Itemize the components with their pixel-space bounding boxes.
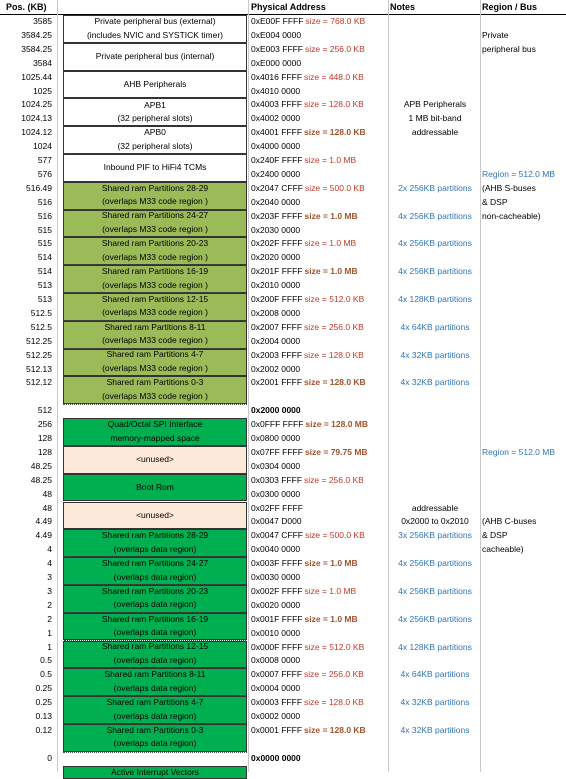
address-value: 0x07FF FFFF [251,446,303,457]
note-text: 4x 256KB partitions [398,613,472,624]
address-value: 0x4000 0000 [251,141,301,152]
memory-block [63,182,247,210]
size-label: size = 128.0 KB [304,377,366,388]
pos-value: 4 [47,544,52,555]
memory-block [63,641,247,669]
memory-block [63,265,247,293]
size-label: size = 128.0 KB [304,724,366,735]
physical-address [251,279,387,293]
pos-value: 2 [47,599,52,610]
pos-value: 4 [47,558,52,569]
address-value: 0x4002 0000 [251,113,301,124]
address-value: 0x240F FFFF [251,155,303,165]
physical-address [251,321,387,335]
pos-value: 512.12 [26,377,52,388]
physical-address [251,376,387,390]
size-label: size = 1.0 MB [304,585,357,596]
memory-block [63,585,247,613]
pos-value: 1024.13 [21,113,52,124]
address-value: 0x201F FFFF [251,266,303,277]
size-label: size = 128.0 KB [304,99,364,110]
column-divider [57,0,58,772]
memory-block-label: Shared ram Partitions 8-11 [104,669,206,680]
memory-block-label: (overlaps M33 code region ) [64,390,246,405]
physical-address [251,29,387,43]
memory-block-label: (overlaps M33 code region ) [64,279,246,294]
header-region: Region / Bus [482,2,538,12]
physical-address [251,752,387,766]
address-value: 0x0304 0000 [251,460,301,471]
memory-block-label: Shared ram Partitions 0-3 [106,724,204,735]
memory-block-label: APB1 [144,99,166,110]
pos-value: 4.49 [35,530,52,541]
pos-value: 1025.44 [21,71,52,82]
size-label: size = 1.0 MB [304,155,357,165]
address-value: 0x2047 CFFF [251,182,303,193]
address-value: 0x0007 FFFF [251,669,303,680]
memory-block [63,613,247,641]
pos-value: 3585 [33,16,52,26]
note-text: 4x 256KB partitions [398,585,472,596]
note-text: addressable [411,127,459,138]
size-label: size = 512.0 KB [304,294,365,304]
physical-address [251,502,387,516]
physical-address [251,557,387,571]
memory-block-label: Shared ram Partitions 24-27 [101,210,209,221]
region-text: Region = 512.0 MB [482,446,556,457]
size-label: size = 128.0 KB [304,349,364,360]
note-text: 4x 256KB partitions [398,266,472,277]
memory-block-label: Private peripheral bus (external) [94,16,216,27]
physical-address [251,43,387,57]
memory-block-label: (overlaps data region) [64,710,246,725]
memory-block-label: APB0 [144,127,166,137]
memory-block [63,293,247,321]
note-text: 3x 256KB partitions [398,530,472,541]
address-value: 0x2007 FFFF [251,321,303,332]
address-value: 0x2004 0000 [251,335,301,346]
address-value: 0x2001 FFFF [251,377,303,388]
memory-block-label: (overlaps data region) [64,543,246,558]
region-text: (AHB S-buses [482,182,536,193]
size-label: size = 1.0 MB [304,613,358,624]
memory-block [63,15,247,43]
physical-address [251,488,387,502]
address-value: 0x202F FFFF [251,238,303,249]
address-value: 0x2400 0000 [251,168,301,179]
physical-address [251,168,387,182]
address-value: 0x02FF FFFF [251,502,303,513]
address-value: 0x0300 0000 [251,488,301,499]
note-text: 0x2000 to 0x2010 [401,516,469,527]
note-text: 4x 64KB partitions [400,669,470,680]
memory-block-label: Shared ram Partitions 4-7 [106,349,204,360]
memory-block-label: Shared ram Partitions 12-15 [101,293,209,304]
address-value: 0xE000 0000 [251,57,302,68]
address-value: 0x2010 0000 [251,280,301,291]
address-value: 0x2003 FFFF [251,349,303,360]
physical-address [251,627,387,641]
memory-block [63,766,247,779]
memory-block [63,126,247,154]
physical-address [251,126,387,140]
pos-value: 128 [37,433,52,443]
memory-block-label: Shared ram Partitions 12-15 [101,641,209,652]
address-value: 0x000F FFFF [251,641,303,652]
physical-address [251,307,387,321]
pos-value: 1024.25 [21,99,52,110]
note-text: addressable [411,502,459,513]
memory-block [63,237,247,265]
column-divider [388,0,389,772]
pos-value: 513 [37,280,52,291]
size-label: size = 448.0 KB [304,71,364,82]
size-label: size = 1.0 MB [304,210,358,221]
physical-address [251,418,387,432]
memory-block [63,557,247,585]
memory-block-label: (overlaps M33 code region ) [64,334,246,349]
address-value: 0x0004 0000 [251,683,301,694]
pos-value: 3 [47,585,52,596]
size-label: size = 256.0 KB [304,321,364,332]
pos-value: 514 [37,252,52,263]
pos-value: 2 [47,613,52,624]
address-value: 0x4010 0000 [251,85,301,96]
memory-block [63,154,247,182]
address-value: 0x2002 0000 [251,363,301,374]
physical-address [251,210,387,224]
address-value: 0xE00F FFFF [251,16,304,26]
physical-address [251,696,387,710]
note-text: 1 MB bit-band [408,113,462,124]
address-value: 0x001F FFFF [251,613,303,624]
memory-block-label: Shared ram Partitions 4-7 [106,696,204,707]
memory-block [63,696,247,724]
memory-block-label: memory-mapped space [64,432,246,447]
physical-address [251,293,387,307]
pos-value: 3 [47,572,52,582]
physical-address [251,446,387,460]
address-value: 0x2020 0000 [251,252,301,263]
size-label: size = 128.0 KB [304,127,366,138]
address-value: 0x2008 0000 [251,307,301,318]
size-label: size = 256.0 KB [304,474,364,485]
address-value: 0x0008 0000 [251,655,301,666]
memory-block [63,724,247,752]
memory-block-label: (overlaps data region) [64,654,246,669]
note-text: 4x 32KB partitions [400,349,470,360]
pos-value: 516 [37,210,52,221]
physical-address [251,349,387,363]
address-value: 0x003F FFFF [251,558,303,569]
header-notes: Notes [390,2,416,12]
size-label: size = 512.0 KB [304,641,365,652]
address-value: 0x4016 FFFF [251,71,303,82]
memory-block-label: <unused> [136,453,174,464]
pos-value: 48.25 [30,460,52,471]
memory-block-label: (overlaps data region) [64,598,246,613]
memory-block-label: (overlaps data region) [64,682,246,697]
physical-address [251,196,387,210]
memory-block-label: Shared ram Partitions 24-27 [101,557,209,568]
address-value: 0x4003 FFFF [251,99,303,110]
memory-block-label: <unused> [136,509,174,520]
memory-block-label: Private peripheral bus (internal) [95,50,215,61]
note-text: 2x 256KB partitions [398,182,472,193]
address-value: 0x0003 FFFF [251,697,303,708]
address-value: 0x0020 0000 [251,599,301,610]
memory-block [63,418,247,446]
pos-value: 516 [37,196,52,207]
memory-block-label: (overlaps M33 code region ) [64,195,246,210]
pos-value: 512 [37,405,52,416]
physical-address [251,140,387,154]
physical-address [251,251,387,265]
address-value: 0x0047 CFFF [251,530,303,541]
note-text: 4x 256KB partitions [398,238,472,249]
pos-value: 576 [37,168,52,179]
memory-block-label: (overlaps data region) [64,737,246,752]
physical-address [251,237,387,251]
physical-address [251,460,387,474]
address-value: 0x0FFF FFFF [251,419,304,430]
address-value: 0x0002 0000 [251,711,301,721]
physical-address [251,571,387,585]
region-text: (AHB C-buses [482,516,537,527]
memory-block-label: (overlaps M33 code region ) [64,306,246,321]
pos-value: 1024 [33,141,52,152]
address-value: 0x002F FFFF [251,585,303,596]
memory-block [63,502,247,530]
pos-value: 48 [42,502,52,513]
pos-value: 515 [37,238,52,249]
size-label: size = 79.75 MB [304,446,368,457]
size-label: size = 128.0 MB [305,419,369,430]
address-value: 0xE003 FFFF [251,43,303,54]
pos-value: 512.5 [30,307,52,318]
pos-value: 512.5 [30,321,52,332]
pos-value: 128 [37,446,52,457]
address-value: 0xE004 0000 [251,29,302,40]
size-label: size = 256.0 KB [304,669,364,680]
size-label: size = 1.0 MB [304,558,358,569]
memory-block [63,210,247,238]
pos-value: 1024.12 [21,127,52,138]
physical-address [251,15,387,29]
size-label: size = 768.0 KB [305,16,366,26]
memory-block-label: Boot Rom [136,481,174,492]
pos-value: 0.25 [35,683,52,694]
physical-address [251,613,387,627]
size-label: size = 1.0 MB [304,266,358,277]
pos-value: 0.12 [35,724,52,735]
memory-block [63,668,247,696]
pos-value: 512.25 [26,349,52,360]
region-text: Private [482,29,509,40]
address-value: 0x200F FFFF [251,294,303,304]
memory-block-label: (overlaps data region) [64,626,246,641]
address-value: 0x0047 D000 [251,516,302,527]
memory-block [63,321,247,349]
memory-block [63,349,247,377]
memory-block [63,98,247,126]
pos-value: 0.5 [40,669,52,680]
pos-value: 0.5 [40,655,52,666]
physical-address [251,474,387,488]
address-value: 0x0030 0000 [251,572,301,582]
physical-address [251,154,387,168]
note-text: 4x 128KB partitions [398,294,472,304]
memory-block [63,474,247,502]
size-label: size = 128.0 KB [304,697,364,708]
pos-value: 512.13 [26,363,52,374]
physical-address [251,724,387,738]
note-text: 4x 128KB partitions [398,641,472,652]
memory-block [63,43,247,71]
region-text: peripheral bus [482,43,536,54]
column-divider [248,0,249,772]
region-text: & DSP [482,196,508,207]
memory-block [63,446,247,474]
address-value: 0x4001 FFFF [251,127,303,138]
dotted-separator [63,404,247,405]
header-pos: Pos. (KB) [6,2,47,12]
memory-block-label: Shared ram Partitions 20-23 [101,238,209,249]
pos-value: 3584.25 [21,29,52,40]
memory-block-label: Shared ram Partitions 20-23 [101,585,209,596]
pos-value: 3584.25 [21,43,52,54]
region-text: Region = 512.0 MB [482,168,556,179]
physical-address [251,682,387,696]
memory-block-label: (32 peripheral slots) [64,140,246,155]
size-label: size = 256.0 KB [304,43,365,54]
physical-address [251,335,387,349]
note-text: 4x 256KB partitions [398,558,472,569]
address-value: 0x2000 0000 [251,405,301,416]
physical-address [251,585,387,599]
region-text: cacheable) [482,544,524,555]
physical-address [251,515,387,529]
physical-address [251,654,387,668]
memory-block-label: (includes NVIC and SYSTICK timer) [86,29,224,40]
pos-value: 3584 [33,57,52,68]
pos-value: 577 [37,155,52,165]
physical-address [251,599,387,613]
physical-address [251,641,387,655]
memory-block-label: Active Interrupt Vectors [111,766,199,777]
memory-block-label: Shared ram Partitions 0-3 [106,377,204,388]
physical-address [251,432,387,446]
address-value: 0x203F FFFF [251,210,303,221]
size-label: size = 500.0 KB [304,182,365,193]
physical-address [251,363,387,377]
physical-address [251,668,387,682]
physical-address [251,112,387,126]
address-value: 0x0303 FFFF [251,474,303,485]
column-divider [480,0,481,772]
pos-value: 515 [37,224,52,235]
note-text: 4x 32KB partitions [400,377,470,388]
physical-address [251,404,387,418]
memory-block-label: Shared ram Partitions 16-19 [101,266,209,276]
memory-block-label: Shared ram Partitions 16-19 [101,613,209,624]
physical-address [251,85,387,99]
memory-block [63,529,247,557]
memory-block-label: (overlaps M33 code region ) [64,223,246,238]
pos-value: 48 [42,488,52,499]
pos-value: 4.49 [35,516,52,527]
address-value: 0x0001 FFFF [251,724,303,735]
pos-value: 516.49 [26,182,52,193]
pos-value: 256 [37,419,52,430]
note-text: 4x 256KB partitions [398,210,472,221]
pos-value: 513 [37,294,52,304]
memory-block-label: AHB Peripherals [123,78,187,89]
memory-block-label: Shared ram Partitions 28-29 [101,530,209,541]
physical-address [251,182,387,196]
memory-block [63,71,247,99]
physical-address [251,529,387,543]
physical-address [251,710,387,724]
pos-value: 512.25 [26,335,52,346]
pos-value: 0.13 [35,711,52,721]
size-label: size = 500.0 KB [304,530,365,541]
pos-value: 0.25 [35,697,52,708]
memory-block-label: (overlaps M33 code region ) [64,251,246,266]
physical-address [251,71,387,85]
dotted-separator [63,752,247,753]
physical-address [251,98,387,112]
pos-value: 1 [47,627,52,638]
memory-block-label: Shared ram Partitions 8-11 [104,321,206,332]
note-text: 4x 64KB partitions [400,321,470,332]
address-value: 0x0000 0000 [251,752,301,763]
memory-block-label: Inbound PIF to HiFi4 TCMs [103,162,207,173]
note-text: APB Peripherals [403,99,467,110]
physical-address [251,224,387,238]
address-value: 0x0800 0000 [251,433,301,443]
memory-block-label: Quad/Octal SPI Interface [107,418,203,429]
physical-address [251,543,387,557]
address-value: 0x2030 0000 [251,224,301,235]
address-value: 0x0040 0000 [251,544,301,555]
memory-block-label: (overlaps M33 code region ) [64,362,246,377]
header-physical-address: Physical Address [251,2,326,12]
memory-block-label: (32 peripheral slots) [117,113,193,124]
pos-value: 1 [47,641,52,652]
note-text: 4x 32KB partitions [400,697,470,708]
note-text: 4x 32KB partitions [400,724,470,735]
physical-address [251,57,387,71]
physical-address [251,265,387,279]
memory-block-label: (overlaps data region) [64,571,246,586]
pos-value: 0 [47,752,52,763]
size-label: size = 1.0 MB [304,238,357,249]
pos-value: 514 [37,266,52,277]
region-text: non-cacheable) [482,210,541,221]
pos-value: 1025 [33,85,52,96]
memory-block-label: Shared ram Partitions 28-29 [101,182,209,193]
pos-value: 48.25 [30,474,52,485]
address-value: 0x0010 0000 [251,627,301,638]
region-text: & DSP [482,530,508,541]
memory-block [63,376,247,404]
address-value: 0x2040 0000 [251,196,301,207]
